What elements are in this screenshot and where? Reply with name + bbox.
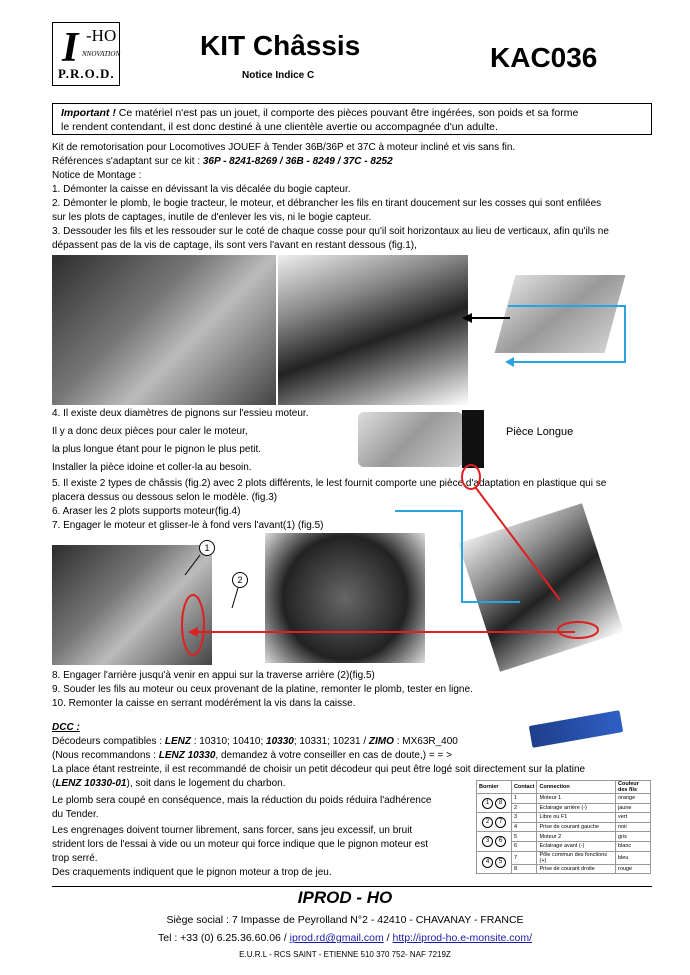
contact-cell: 3 <box>512 813 537 823</box>
wiring-table <box>476 780 651 874</box>
long-piece-label: Pièce Longue <box>506 426 574 438</box>
connection-cell: Libre ou F1 <box>537 813 616 823</box>
dcc-recommendation <box>52 749 452 762</box>
step-5a: 5. Il existe 2 types de châssis (fig.2) avec 2 plots différents, le lest fournit comporte une pièce d'adaptation en plastique qui se <box>52 478 607 489</box>
step-2b: sur les plots de captages, inutile de d'enlever les vis, ni le bogie capteur. <box>52 212 372 223</box>
wiring-row <box>477 813 651 823</box>
col-header-contact: Contact <box>512 781 537 794</box>
product-reference: KAC036 <box>490 42 598 73</box>
dcc-l1-lenz: LENZ <box>164 736 191 747</box>
refs-value: 36P - 8241-8269 / 36B - 8249 / 37C - 8252 <box>202 156 393 167</box>
red-circle-piece <box>462 465 480 489</box>
dcc-compatible-decoders <box>52 735 458 748</box>
step-3a: 3. Dessouder les fils et les ressouder sur le coté de chaque cosse pour qu'il soit horizontaux au lieu de verticaux, afin qu'ils ne <box>52 226 609 237</box>
wire-color-cell: blanc <box>616 841 651 851</box>
connection-cell: Prise de courant droite <box>537 864 616 874</box>
pin-circle: 1 <box>482 798 493 809</box>
connection-cell: Moteur 1 <box>537 794 616 804</box>
pin-circle: 5 <box>495 857 506 868</box>
intro-line: Kit de remotorisation pour Locomotives JOUEF à Tender 36B/36P et 37C à moteur incliné et vis sans fin. <box>52 142 516 153</box>
pin-circle: 4 <box>482 857 493 868</box>
dcc-l4-c: ), soit dans le logement du charbon. <box>126 778 286 789</box>
dcc-line-7: Les engrenages doivent tourner librement, sans forcer, sans jeu excessif, un bruit <box>52 825 413 836</box>
step-8: 8. Engager l'arrière jusqu'à venir en appui sur la traverse arrière (2)(fig.5) <box>52 670 375 681</box>
dcc-l1-c: ; 10331; 10231 / <box>293 736 369 747</box>
logo-ho: -HO <box>86 26 117 45</box>
footer-email-link[interactable]: iprod.rd@gmail.com <box>289 932 384 944</box>
pin-circle: 3 <box>482 836 493 847</box>
dcc-l4-a: ( <box>52 778 56 789</box>
page-title: KIT Châssis <box>200 30 361 61</box>
dcc-l1-zimo: ZIMO <box>368 736 394 747</box>
dcc-line-5: Le plomb sera coupé en conséquence, mais la réduction du poids réduira l'adhérence <box>52 795 432 806</box>
col-header-bornier: Bornier <box>477 781 512 794</box>
dcc-l1-a: : 10310; 10410; <box>190 736 267 747</box>
connection-cell: Prise de courant gauche <box>537 822 616 832</box>
dcc-l2-c: , demandez à votre conseiller en cas de doute,) = = > <box>215 750 452 761</box>
refs-label: Références s'adaptant sur ce kit : <box>52 156 203 167</box>
wiring-row <box>477 851 651 864</box>
red-circle-motor <box>182 595 204 655</box>
col-header-color: Couleur des fils <box>616 781 651 794</box>
contact-cell: 1 <box>512 794 537 804</box>
step-1: 1. Démonter la caisse en dévissant la vis décalée du bogie capteur. <box>52 184 351 195</box>
connection-cell: Pôle commun des fonctions (+) <box>537 851 616 864</box>
red-arrowhead <box>188 627 198 637</box>
col-header-connection: Connection <box>537 781 616 794</box>
dcc-line-6: du Tender. <box>52 809 99 820</box>
footer-sep: / <box>383 932 393 944</box>
dcc-l1-d: : MX63R_400 <box>393 736 458 747</box>
dcc-line-4 <box>52 777 285 790</box>
step-7: 7. Engager le moteur et glisser-le à fond vers l'avant(1) (fig.5) <box>52 520 324 531</box>
connection-cell: Eclairage avant (-) <box>537 841 616 851</box>
page-subtitle: Notice Indice C <box>242 70 315 81</box>
pin-circle: 8 <box>495 798 506 809</box>
footer-address: Siège social : 7 Impasse de Peyrolland N°2 - 42410 - CHAVANAY - FRANCE <box>166 914 524 926</box>
dcc-line-3: La place étant restreinte, il est recommandé de choisir un petit décodeur qui peut être logé soit directement sur la platine <box>52 764 586 775</box>
red-circle-chassis <box>558 622 598 638</box>
contact-cell: 5 <box>512 832 537 842</box>
bornier-pins <box>477 851 512 874</box>
blue-line-step6 <box>395 511 520 602</box>
logo-prod: P.R.O.D. <box>58 66 115 81</box>
bornier-pins <box>477 832 512 851</box>
dcc-line-9: trop serré. <box>52 853 98 864</box>
logo-letter: I <box>62 25 79 71</box>
dcc-l1-pre: Décodeurs compatibles : <box>52 736 165 747</box>
pin-circle: 6 <box>495 836 506 847</box>
wire-color-cell: noir <box>616 822 651 832</box>
contact-cell: 6 <box>512 841 537 851</box>
wire-color-cell: jaune <box>616 803 651 813</box>
step-4b: Il y a donc deux pièces pour caler le moteur, <box>52 426 248 437</box>
warning-text-1: Ce matériel n'est pas un jouet, il comporte des pièces pouvant être ingérées, son poids et sa forme <box>115 107 579 119</box>
footer-website-link[interactable]: http://iprod-ho.e-monsite.com/ <box>392 932 532 944</box>
logo-innovation: NNOVATION <box>82 50 121 58</box>
contact-cell: 7 <box>512 851 537 864</box>
dcc-l1-b: 10330 <box>266 736 294 747</box>
contact-cell: 8 <box>512 864 537 874</box>
wire-color-cell: rouge <box>616 864 651 874</box>
bornier-pins <box>477 813 512 832</box>
dcc-l2-b: LENZ 10330 <box>158 750 216 761</box>
warning-label: Important ! <box>61 107 116 119</box>
step-4a: 4. Il existe deux diamètres de pignons sur l'essieu moteur. <box>52 408 309 419</box>
wiring-row <box>477 794 651 804</box>
step-4c: la plus longue étant pour le pignon le plus petit. <box>52 444 262 455</box>
step-5b: placera dessus ou dessous selon le modèle. (fig.3) <box>52 492 278 503</box>
callout-1-leader <box>185 555 200 575</box>
footer-divider <box>52 886 652 887</box>
step-6: 6. Araser les 2 plots supports moteur(fig.4) <box>52 506 241 517</box>
dcc-line-8: strident lors de l'essai à vide ou un moteur qui force indique que le pignon moteur est <box>52 839 429 850</box>
step-10: 10. Remonter la caisse en serrant modérément la vis dans la caisse. <box>52 698 356 709</box>
step-2a: 2. Démonter le plomb, le bogie tracteur, le moteur, et débrancher les fils en tirant doucement sur les cosses qui sont enfilées <box>52 198 602 209</box>
callout-2-leader <box>232 588 238 608</box>
red-arrow-piece <box>476 488 560 600</box>
dcc-l2-a: (Nous recommandons : <box>52 750 159 761</box>
dcc-line-10: Des craquements indiquent que le pignon moteur a trop de jeu. <box>52 867 332 878</box>
dcc-heading: DCC : <box>52 722 80 733</box>
footer-tel: Tel : +33 (0) 6.25.36.60.06 / <box>158 932 290 944</box>
footer-brand: IPROD - HO <box>297 888 393 907</box>
contact-cell: 4 <box>512 822 537 832</box>
notice-heading: Notice de Montage : <box>52 170 142 181</box>
wire-color-cell: bleu <box>616 851 651 864</box>
dcc-l4-b: LENZ 10330-01 <box>55 778 127 789</box>
black-arrowhead <box>462 313 472 323</box>
callout-2: 2 <box>232 572 248 588</box>
callout-1: 1 <box>199 540 215 556</box>
warning-text-2: le rendent contendant, il est donc destiné à une clientèle avertie ou accompagnée d'un adulte. <box>61 121 498 133</box>
contact-cell: 2 <box>512 803 537 813</box>
wiring-table-container <box>476 780 651 874</box>
wire-color-cell: orange <box>616 794 651 804</box>
pin-circle: 7 <box>495 817 506 828</box>
step-4d: Installer la pièce idoine et coller-la au besoin. <box>52 462 252 473</box>
blue-bracket-arrow <box>508 306 625 362</box>
footer-contact <box>0 932 690 944</box>
pin-circle: 2 <box>482 817 493 828</box>
connection-cell: Moteur 2 <box>537 832 616 842</box>
blue-arrowhead <box>505 357 514 367</box>
wiring-row <box>477 832 651 842</box>
step-9: 9. Souder les fils au moteur ou ceux provenant de la platine, remonter le plomb, tester en ligne. <box>52 684 473 695</box>
connection-cell: Eclairage arrière (-) <box>537 803 616 813</box>
step-3b: dépassent pas de la vis de captage, ils sont vers l'avant en restant dessous (fig.1), <box>52 240 417 251</box>
bornier-pins <box>477 794 512 813</box>
wire-color-cell: vert <box>616 813 651 823</box>
footer-legal: E.U.R.L - RCS SAINT - ETIENNE 510 370 752- NAF 7219Z <box>239 950 451 959</box>
wire-color-cell: gris <box>616 832 651 842</box>
